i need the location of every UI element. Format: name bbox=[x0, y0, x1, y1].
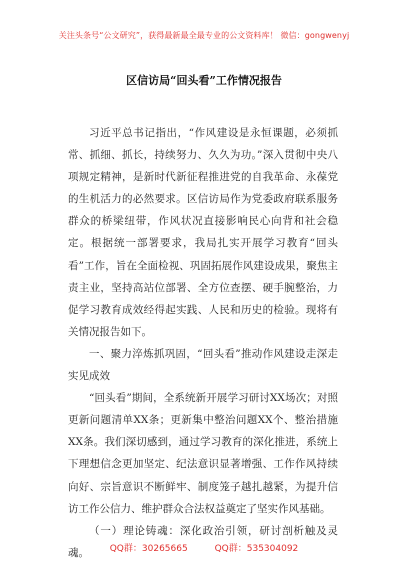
footer-qq-group-2: QQ群：535304092 bbox=[214, 544, 299, 554]
document-body bbox=[68, 122, 338, 564]
header-promo-note: 关注头条号“公文研究”，获得最新最全最专业的公文资料库！ 微信：gongwenyj bbox=[58, 31, 350, 40]
footer-qq-group-1: QQ群：30265665 bbox=[109, 544, 188, 554]
document-title: 区信访局“回头看”工作情况报告 bbox=[126, 74, 282, 87]
section-heading-1: 一、聚力淬炼抓巩固，“回头看”推动作风建设走深走实见成效 bbox=[68, 347, 338, 383]
section-1-paragraph: “回头看”期间，全系统新开展学习研讨XX场次；对照更新问题清单XX条；更新集中整治问题XX个、整治措施XX条。我们深切感到，通过学习教育的深化推进，系统上下理想信念更加坚定、纪法意识显著增强、工作作风持续向好、宗旨意识不断鲜牢、制度笼子越扎越紧，为提升信访工作公信力、维护群众合法权益奠定了坚实作风基础。 bbox=[68, 392, 338, 515]
footer-contact bbox=[0, 541, 408, 554]
intro-paragraph: 习近平总书记指出，“作风建设是永恒课题，必须抓常、抓细、抓长，持续努力、久久为功。”深入贯彻中央八项规定精神，是新时代新征程推进党的自我革命、永葆党的生机活力的必然要求。区信访局作为党委政府联系服务群众的桥梁纽带，作风状况直接影响民心向背和社会稳定。根据统一部署要求，我局扎实开展学习教育“回头看”工作，旨在全面检视、巩固拓展作风建设成果，聚焦主责主业，坚持高站位部署、全方位查摆、硬手腕整治，力促学习教育成效经得起实践、人民和历史的检验。现将有关情况报告如下。 bbox=[68, 127, 338, 338]
subsection-heading-1: （一）理论铸魂：深化政治引领，研讨剖析触及灵魂。 bbox=[68, 524, 338, 559]
